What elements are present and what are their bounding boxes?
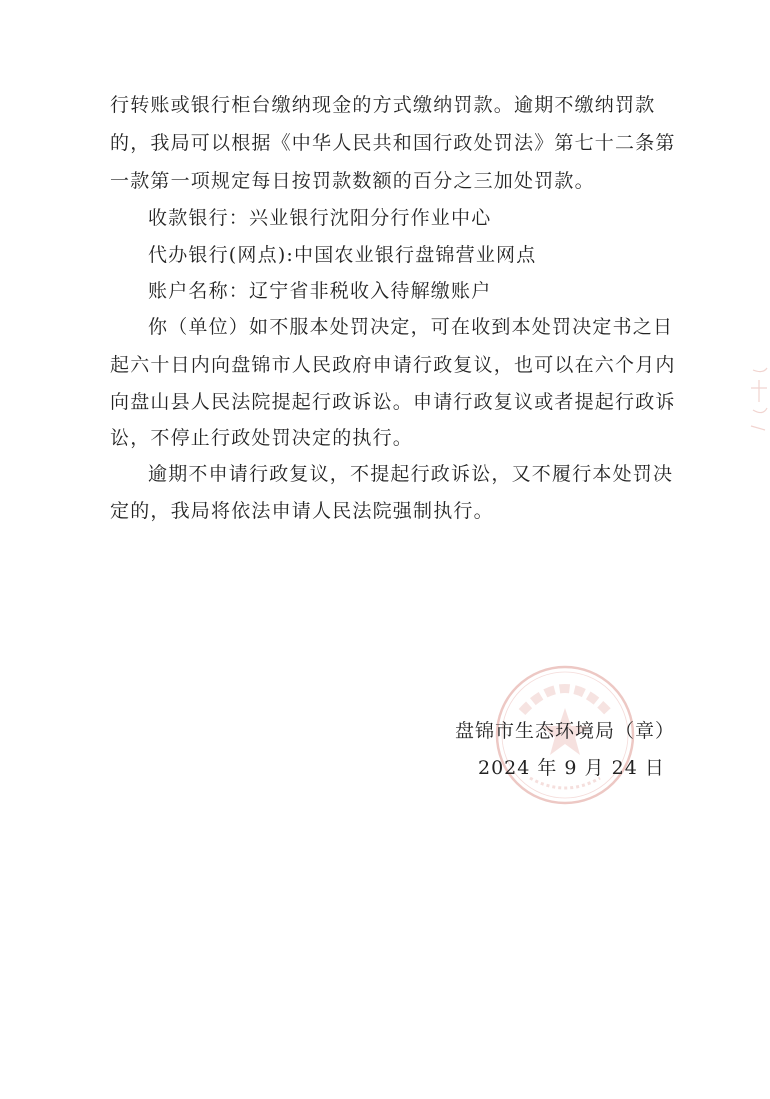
payee-bank: 收款银行：兴业银行沈阳分行作业中心 xyxy=(148,207,492,229)
paragraph2-line-1: 你（单位）如不服本处罚决定，可在收到本处罚决定书之日 xyxy=(148,316,674,338)
paragraph1-line-2: 的，我局可以根据《中华人民共和国行政处罚法》第七十二条第 xyxy=(110,132,676,154)
agent-bank: 代办银行(网点):中国农业银行盘锦营业网点 xyxy=(148,244,537,266)
edge-mark-icon xyxy=(745,360,770,440)
paragraph1-line-3: 一款第一项规定每日按罚款数额的百分之三加处罚款。 xyxy=(110,170,595,192)
paragraph2-line-4: 讼，不停止行政处罚决定的执行。 xyxy=(110,427,414,449)
paragraph3-line-2: 定的，我局将依法申请人民法院强制执行。 xyxy=(110,500,494,522)
issue-date: 2024 年 9 月 24 日 xyxy=(478,757,665,779)
issuer-name: 盘锦市生态环境局（章） xyxy=(455,720,676,742)
paragraph1-line-1: 行转账或银行柜台缴纳现金的方式缴纳罚款。逾期不缴纳罚款 xyxy=(110,94,656,116)
account-name: 账户名称：辽宁省非税收入待解缴账户 xyxy=(148,280,492,302)
paragraph2-line-2: 起六十日内向盘锦市人民政府申请行政复议，也可以在六个月内 xyxy=(110,354,676,376)
paragraph2-line-3: 向盘山县人民法院提起行政诉讼。申请行政复议或者提起行政诉 xyxy=(110,391,676,413)
paragraph3-line-1: 逾期不申请行政复议，不提起行政诉讼，又不履行本处罚决 xyxy=(148,463,674,485)
